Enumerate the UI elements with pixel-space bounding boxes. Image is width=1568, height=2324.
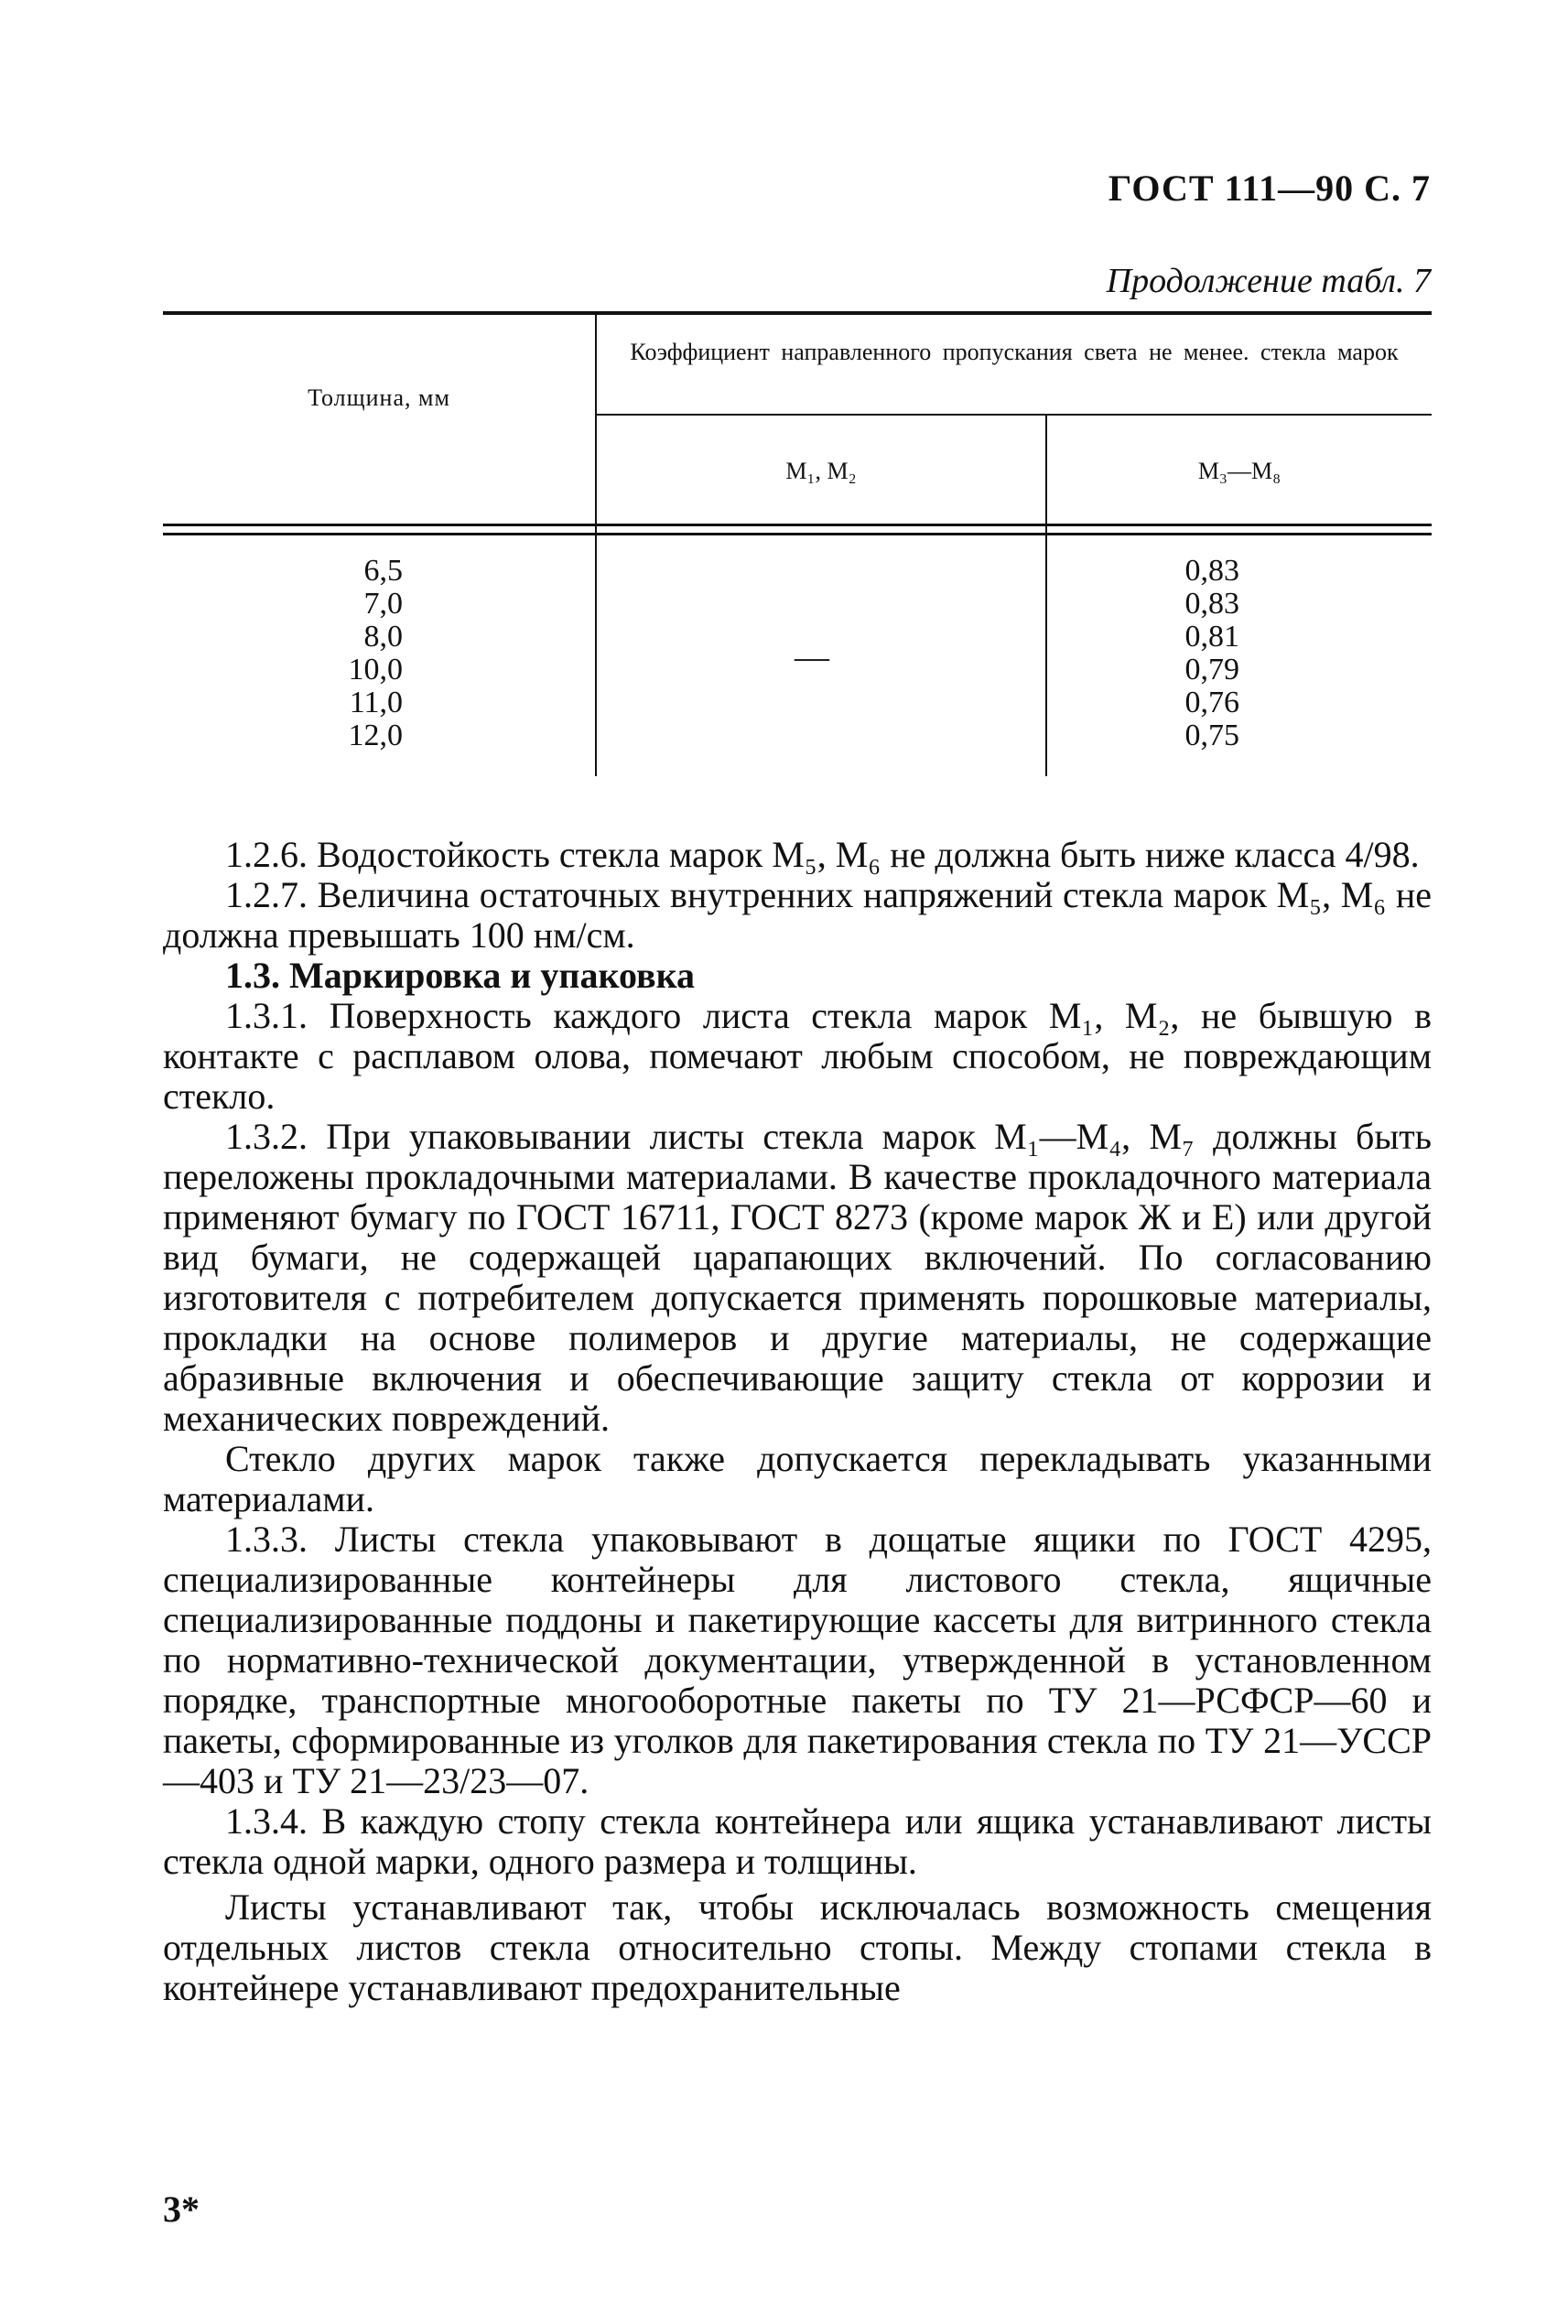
coefficient-value: 0,83 (1184, 554, 1239, 588)
coefficient-value: 0,75 (1184, 719, 1239, 752)
thickness-value: 11,0 (349, 686, 403, 719)
table-caption: Продолжение табл. 7 (1106, 262, 1431, 300)
thickness-column (163, 555, 403, 752)
coefficient-value: 0,76 (1184, 686, 1239, 719)
table-subheader-rule (595, 414, 1432, 416)
table-header-rule-2 (163, 533, 1432, 535)
table-top-rule (163, 311, 1432, 315)
paragraph-other-marks: Стекло других марок также допускается перекладывать указанными материалами. (163, 1438, 1432, 1519)
header-m1-m2: М₁, М₂ (785, 458, 857, 484)
header-m3-m8: М₃—М₈ (1197, 458, 1281, 484)
header-thickness: Толщина, мм (308, 384, 450, 411)
thickness-value: 10,0 (348, 653, 403, 686)
page-header: ГОСТ 111—90 С. 7 (1108, 168, 1431, 209)
table-vline-1 (595, 311, 597, 776)
header-coefficient: Коэффициент направленного пропускания света не менее. стекла марок (630, 339, 1399, 365)
section-heading-1-3: 1.3. Маркировка и упаковка (225, 955, 696, 996)
thickness-value: 6,5 (363, 554, 403, 588)
thickness-value: 7,0 (363, 587, 403, 621)
page-signature: 3* (163, 2189, 200, 2230)
paragraph-sheets: Листы устанавливают так, чтобы исключалась возможность смещения отдельных листов стекла относительно стопы. Между стопами стекла в контейнере устанавливают предохранительные (163, 1886, 1432, 2008)
data-table (163, 311, 1432, 780)
m1-m2-dash: — (795, 638, 829, 676)
coefficient-value: 0,79 (1184, 653, 1239, 686)
paragraph-1-3-4: 1.3.4. В каждую стопу стекла контейнера или ящика устанавливают листы стекла одной марки, одного размера и толщины. (163, 1800, 1432, 1882)
thickness-value: 8,0 (363, 620, 403, 654)
table-header-rule-1 (163, 524, 1432, 526)
paragraph-1-3-2: 1.3.2. При упаковывании листы стекла марок М₁—М₄, М₇ должны быть переложены прокладочными материалами. В качестве прокладочного материала применяют бумагу по ГОСТ 16711, ГОСТ 8273 (кроме марок Ж и Е) или другой вид бумаги, не содержащей царапающих включений. По согласованию изготовителя с потребителем допускается применять порошковые материалы, прокладки на основе полимеров и другие материалы, не содержащие абразивные включения и обеспечивающие защиту стекла от коррозии и механических повреждений. (163, 1116, 1432, 1439)
m3-m8-column (1047, 555, 1239, 752)
paragraph-1-2-7: 1.2.7. Величина остаточных внутренних напряжений стекла марок М₅, М₆ не должна превышать 100 нм/см. (163, 874, 1432, 956)
coefficient-value: 0,81 (1184, 620, 1239, 654)
thickness-value: 12,0 (348, 719, 403, 752)
paragraph-1-3-1: 1.3.1. Поверхность каждого листа стекла марок М₁, М₂, не бывшую в контакте с расплавом олова, помечают любым способом, не повреждающим стекло. (163, 995, 1432, 1117)
paragraph-1-2-6: 1.2.6. Водостойкость стекла марок М₅, М₆ не должна быть ниже класса 4/98. (225, 834, 1420, 875)
body-text (163, 835, 1432, 2008)
coefficient-value: 0,83 (1184, 587, 1239, 621)
paragraph-1-3-3: 1.3.3. Листы стекла упаковывают в дощатые ящики по ГОСТ 4295, специализированные контейнеры для листового стекла, ящичные специализированные поддоны и пакетирующие кассеты для витринного стекла по нормативно-технической документации, утвержденной в установленном порядке, транспортные многооборотные пакеты по ТУ 21—РСФСР—60 и пакеты, сформированные из уголков для пакетирования стекла по ТУ 21—УССР—403 и ТУ 21—23/23—07. (163, 1519, 1432, 1801)
